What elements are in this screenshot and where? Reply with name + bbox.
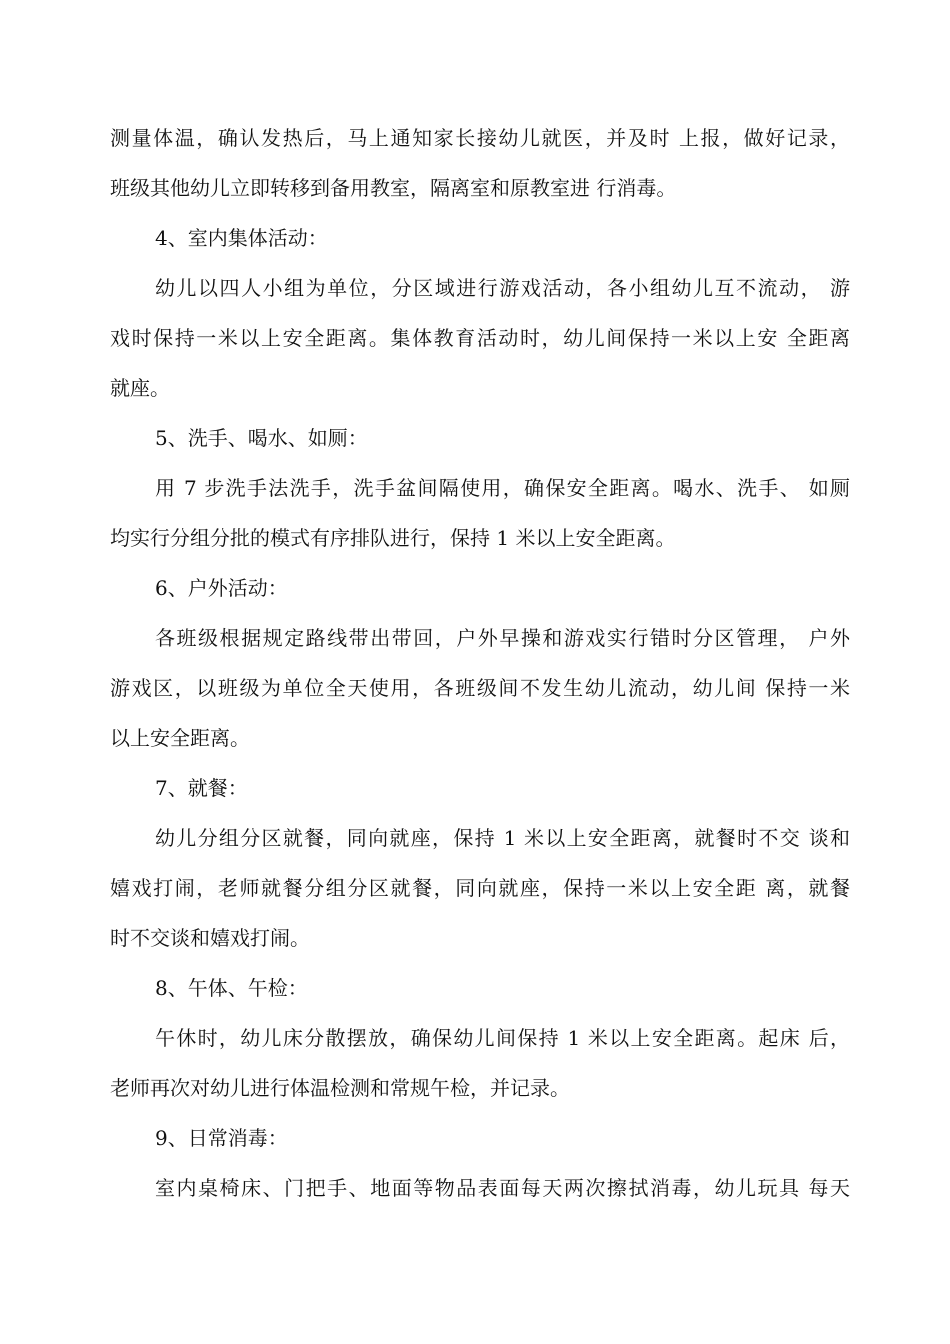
paragraph-line: 嬉戏打闹，老师就餐分组分区就餐，同向就座，保持一米以上安全距 离，就餐 <box>110 876 850 900</box>
paragraph-line: 均实行分组分批的模式有序排队进行，保持 1 米以上安全距离。 <box>110 526 676 550</box>
section-heading: 8、午体、午检： <box>155 976 308 1000</box>
section-heading: 5、洗手、喝水、如厕： <box>155 426 368 450</box>
paragraph-line: 各班级根据规定路线带出带回，户外早操和游戏实行错时分区管理， 户外 <box>155 626 850 650</box>
paragraph-line: 午休时，幼儿床分散摆放，确保幼儿间保持 1 米以上安全距离。起床 后， <box>155 1026 850 1050</box>
paragraph-line: 就座。 <box>110 376 170 400</box>
paragraph-line: 班级其他幼儿立即转移到备用教室，隔离室和原教室进 行消毒。 <box>110 176 677 200</box>
paragraph-line: 幼儿以四人小组为单位，分区域进行游戏活动，各小组幼儿互不流动， 游 <box>155 276 850 300</box>
paragraph-line: 老师再次对幼儿进行体温检测和常规午检，并记录。 <box>110 1076 570 1100</box>
paragraph-line: 幼儿分组分区就餐，同向就座，保持 1 米以上安全距离，就餐时不交 谈和 <box>155 826 850 850</box>
paragraph-line: 用 7 步洗手法洗手，洗手盆间隔使用，确保安全距离。喝水、洗手、 如厕 <box>155 476 850 500</box>
section-heading: 7、就餐： <box>155 776 248 800</box>
section-heading: 4、室内集体活动： <box>155 226 328 250</box>
section-heading: 9、日常消毒： <box>155 1126 288 1150</box>
paragraph-line: 以上安全距离。 <box>110 726 250 750</box>
paragraph-line: 游戏区，以班级为单位全天使用，各班级间不发生幼儿流动，幼儿间 保持一米 <box>110 676 850 700</box>
paragraph-line: 时不交谈和嬉戏打闹。 <box>110 926 310 950</box>
section-heading: 6、户外活动： <box>155 576 288 600</box>
paragraph-line: 室内桌椅床、门把手、地面等物品表面每天两次擦拭消毒，幼儿玩具 每天 <box>155 1176 850 1200</box>
paragraph-line: 戏时保持一米以上安全距离。集体教育活动时，幼儿间保持一米以上安 全距离 <box>110 326 850 350</box>
paragraph-line: 测量体温，确认发热后，马上通知家长接幼儿就医，并及时 上报，做好记录， <box>110 126 850 150</box>
